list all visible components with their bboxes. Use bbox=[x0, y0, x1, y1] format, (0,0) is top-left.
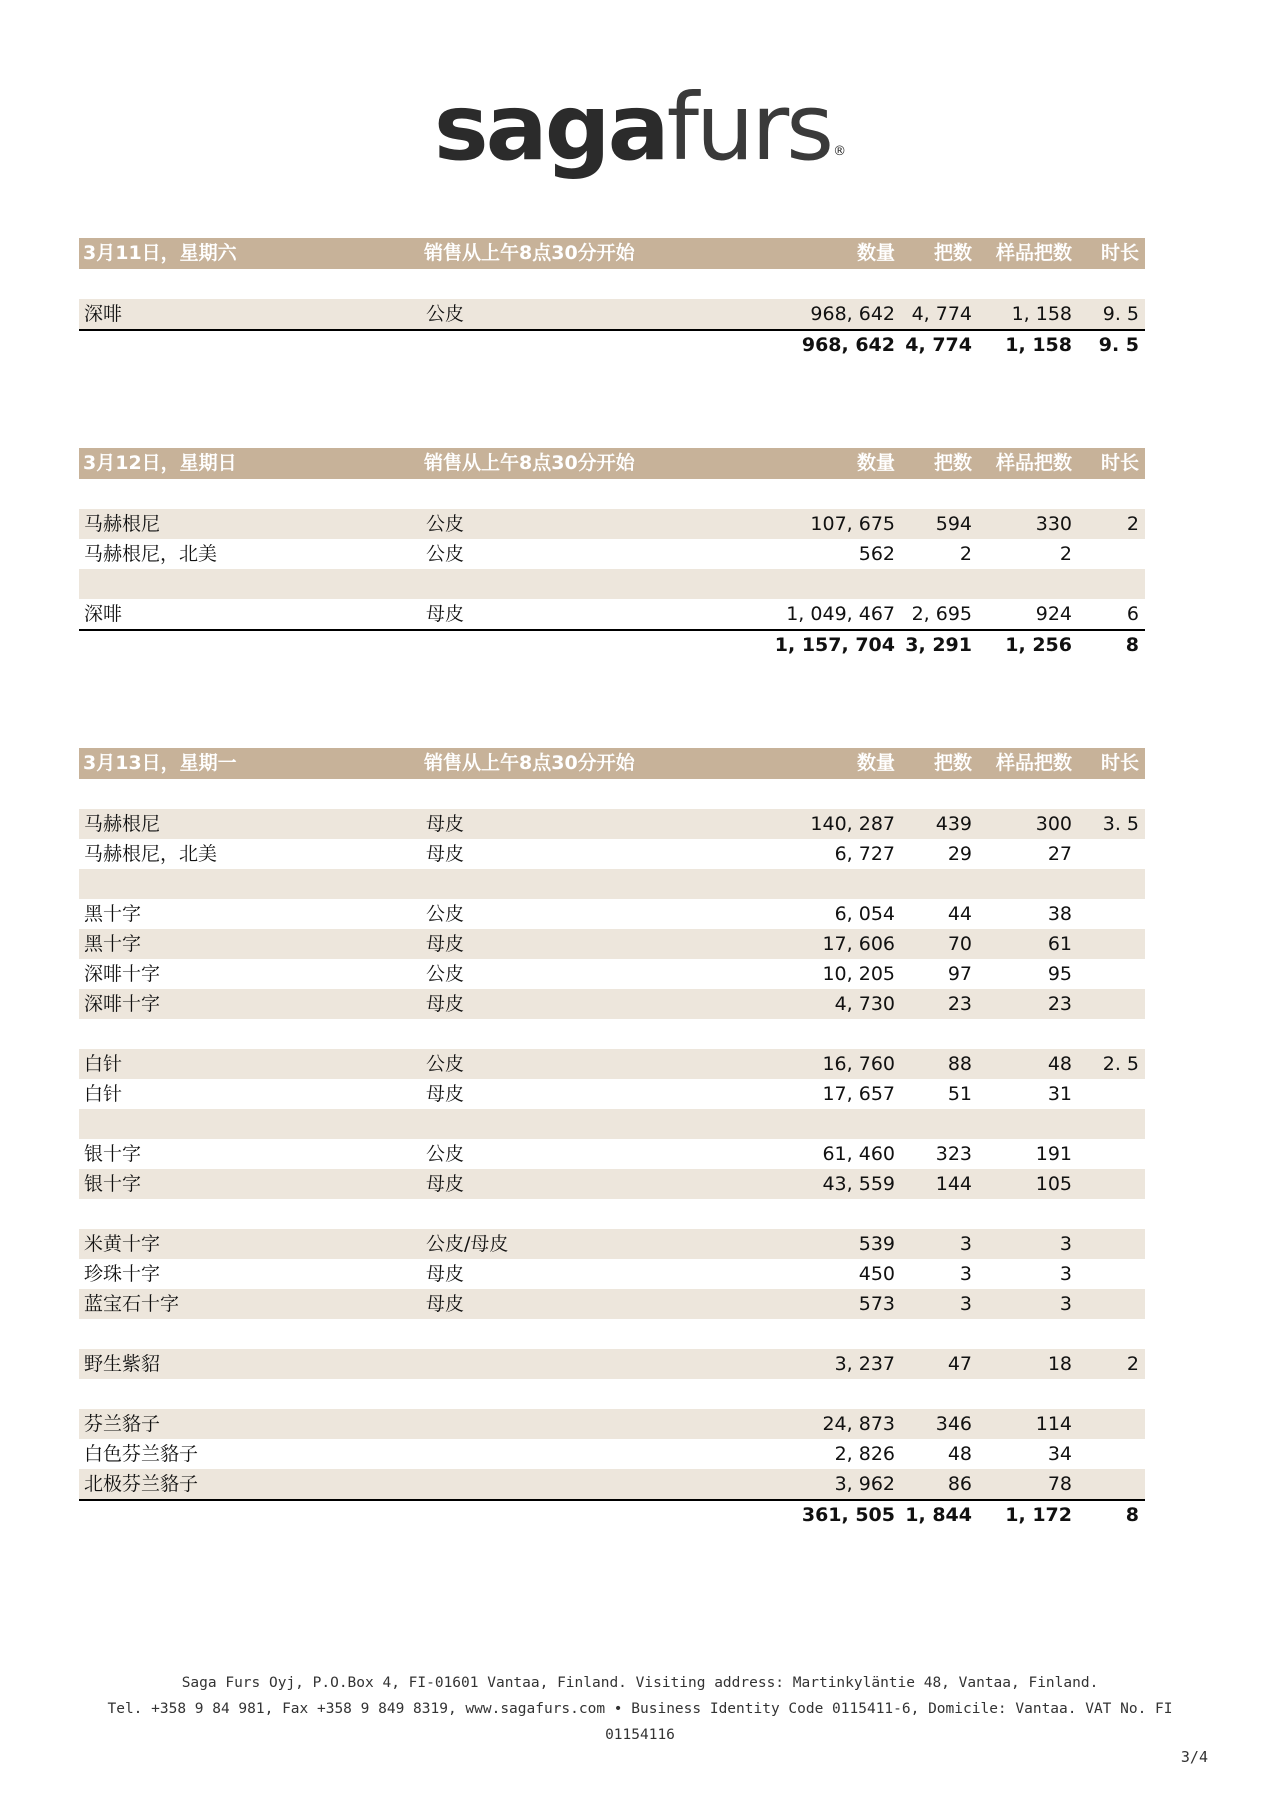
cell-qty: 17, 657 bbox=[822, 1083, 895, 1105]
cell-qty: 3, 237 bbox=[834, 1353, 895, 1375]
cell-sample-lots: 3 bbox=[1059, 1263, 1072, 1285]
total-duration: 8 bbox=[1125, 634, 1139, 656]
cell-type: 蓝宝石十字 bbox=[84, 1293, 180, 1315]
total-qty: 1, 157, 704 bbox=[774, 634, 895, 656]
cell-sample-lots: 330 bbox=[1035, 513, 1072, 535]
header-duration: 时长 bbox=[1100, 452, 1139, 474]
header-sample-lots: 样品把数 bbox=[995, 242, 1072, 264]
cell-type: 芬兰貉子 bbox=[84, 1413, 161, 1435]
cell-sex: 母皮 bbox=[426, 1173, 465, 1195]
cell-sample-lots: 78 bbox=[1047, 1473, 1072, 1495]
footer bbox=[100, 1670, 1180, 1748]
cell-lots: 29 bbox=[947, 843, 972, 865]
cell-sample-lots: 1, 158 bbox=[1011, 303, 1072, 325]
table-row bbox=[79, 1469, 1145, 1499]
cell-lots: 439 bbox=[935, 813, 972, 835]
cell-lots: 346 bbox=[935, 1413, 972, 1435]
cell-sex: 公皮 bbox=[426, 903, 465, 925]
cell-lots: 97 bbox=[947, 963, 972, 985]
cell-sample-lots: 61 bbox=[1047, 933, 1072, 955]
cell-qty: 573 bbox=[858, 1293, 895, 1315]
cell-sample-lots: 114 bbox=[1035, 1413, 1072, 1435]
table-row bbox=[79, 899, 1145, 929]
cell-lots: 47 bbox=[947, 1353, 972, 1375]
cell-duration: 3. 5 bbox=[1102, 813, 1139, 835]
cell-lots: 323 bbox=[935, 1143, 972, 1165]
footer-line-1: Saga Furs Oyj, P.O.Box 4, FI-01601 Vantaa, Finland. Visiting address: Martinkyläntie 48, Vantaa, Finland. bbox=[181, 1675, 1099, 1691]
total-lots: 1, 844 bbox=[905, 1504, 972, 1526]
cell-sex: 母皮 bbox=[426, 843, 465, 865]
table-row bbox=[79, 989, 1145, 1019]
cell-qty: 107, 675 bbox=[810, 513, 895, 535]
table-row bbox=[79, 1169, 1145, 1199]
cell-qty: 16, 760 bbox=[822, 1053, 895, 1075]
page-number: 3/4 bbox=[1180, 1748, 1208, 1766]
table-row bbox=[79, 1349, 1145, 1379]
footer-line-2: Tel. +358 9 84 981, Fax +358 9 849 8319, www.sagafurs.com • Business Identity Code 0115411-6, Domicile: Vantaa. VAT No. FI bbox=[107, 1701, 1173, 1717]
header-date: 3月11日，星期六 bbox=[83, 242, 237, 264]
cell-lots: 88 bbox=[947, 1053, 972, 1075]
header-duration: 时长 bbox=[1100, 752, 1139, 774]
cell-lots: 51 bbox=[947, 1083, 972, 1105]
cell-lots: 2 bbox=[959, 543, 972, 565]
cell-qty: 539 bbox=[858, 1233, 895, 1255]
table-row bbox=[79, 479, 1145, 509]
table-row bbox=[79, 959, 1145, 989]
sale-day-table bbox=[79, 238, 1145, 359]
cell-sample-lots: 27 bbox=[1047, 843, 1072, 865]
table-row bbox=[79, 869, 1145, 899]
cell-type: 深啡十字 bbox=[84, 963, 161, 985]
table-row bbox=[79, 1379, 1145, 1409]
cell-type: 马赫根尼 bbox=[84, 813, 161, 835]
cell-lots: 3 bbox=[959, 1293, 972, 1315]
cell-qty: 140, 287 bbox=[810, 813, 895, 835]
cell-qty: 61, 460 bbox=[822, 1143, 895, 1165]
header-qty: 数量 bbox=[856, 752, 895, 774]
cell-sample-lots: 2 bbox=[1059, 543, 1072, 565]
table-row bbox=[79, 1409, 1145, 1439]
cell-qty: 43, 559 bbox=[822, 1173, 895, 1195]
cell-duration: 2. 5 bbox=[1102, 1053, 1139, 1075]
cell-sample-lots: 95 bbox=[1047, 963, 1072, 985]
cell-sample-lots: 31 bbox=[1047, 1083, 1072, 1105]
cell-type: 深啡十字 bbox=[84, 993, 161, 1015]
table-row bbox=[79, 1199, 1145, 1229]
cell-qty: 1, 049, 467 bbox=[786, 603, 895, 625]
cell-sample-lots: 18 bbox=[1047, 1353, 1072, 1375]
cell-lots: 86 bbox=[947, 1473, 972, 1495]
cell-sample-lots: 3 bbox=[1059, 1233, 1072, 1255]
cell-type: 马赫根尼，北美 bbox=[84, 543, 218, 565]
table-row bbox=[79, 1259, 1145, 1289]
cell-lots: 144 bbox=[935, 1173, 972, 1195]
cell-type: 银十字 bbox=[84, 1143, 142, 1165]
cell-sample-lots: 191 bbox=[1035, 1143, 1072, 1165]
cell-type: 银十字 bbox=[84, 1173, 142, 1195]
cell-lots: 70 bbox=[947, 933, 972, 955]
cell-sex: 母皮 bbox=[426, 933, 465, 955]
total-qty: 361, 505 bbox=[801, 1504, 895, 1526]
cell-qty: 10, 205 bbox=[822, 963, 895, 985]
cell-type: 白针 bbox=[84, 1083, 123, 1105]
table-row bbox=[79, 539, 1145, 569]
cell-type: 深啡 bbox=[84, 303, 123, 325]
cell-type: 深啡 bbox=[84, 603, 123, 625]
table-header bbox=[79, 448, 1145, 479]
table-row bbox=[79, 1049, 1145, 1079]
cell-sex: 公皮 bbox=[426, 543, 465, 565]
table-row bbox=[79, 1229, 1145, 1259]
cell-qty: 4, 730 bbox=[834, 993, 895, 1015]
cell-qty: 24, 873 bbox=[822, 1413, 895, 1435]
table-row bbox=[79, 779, 1145, 809]
total-duration: 8 bbox=[1125, 1504, 1139, 1526]
header-qty: 数量 bbox=[856, 242, 895, 264]
cell-lots: 48 bbox=[947, 1443, 972, 1465]
sagafurs-logo: sagafurs ® bbox=[433, 74, 847, 181]
cell-sex: 母皮 bbox=[426, 1293, 465, 1315]
cell-qty: 17, 606 bbox=[822, 933, 895, 955]
cell-sex: 公皮 bbox=[426, 513, 465, 535]
cell-type: 野生紫貂 bbox=[84, 1353, 161, 1375]
table-header bbox=[79, 748, 1145, 779]
cell-sex: 母皮 bbox=[426, 603, 465, 625]
cell-lots: 2, 695 bbox=[911, 603, 972, 625]
total-lots: 3, 291 bbox=[905, 634, 972, 656]
table-row bbox=[79, 1319, 1145, 1349]
cell-lots: 594 bbox=[935, 513, 972, 535]
header-date: 3月13日，星期一 bbox=[83, 752, 237, 774]
cell-duration: 2 bbox=[1126, 1353, 1139, 1375]
total-sample-lots: 1, 256 bbox=[1005, 634, 1072, 656]
header-lots: 把数 bbox=[933, 242, 972, 264]
footer-line-3: 01154116 bbox=[605, 1727, 675, 1743]
table-row bbox=[79, 1079, 1145, 1109]
cell-qty: 3, 962 bbox=[834, 1473, 895, 1495]
cell-sample-lots: 38 bbox=[1047, 903, 1072, 925]
table-row bbox=[79, 809, 1145, 839]
total-qty: 968, 642 bbox=[801, 334, 895, 356]
total-row bbox=[79, 1499, 1145, 1529]
cell-sex: 母皮 bbox=[426, 813, 465, 835]
cell-sex: 公皮 bbox=[426, 1143, 465, 1165]
cell-duration: 6 bbox=[1126, 603, 1139, 625]
total-sample-lots: 1, 172 bbox=[1005, 1504, 1072, 1526]
header-qty: 数量 bbox=[856, 452, 895, 474]
cell-sample-lots: 48 bbox=[1047, 1053, 1072, 1075]
cell-sex: 母皮 bbox=[426, 1263, 465, 1285]
cell-type: 米黄十字 bbox=[84, 1233, 161, 1255]
cell-type: 黑十字 bbox=[84, 903, 142, 925]
header-start-time: 销售从上午8点30分开始 bbox=[424, 752, 635, 774]
cell-qty: 562 bbox=[858, 543, 895, 565]
cell-qty: 6, 727 bbox=[834, 843, 895, 865]
total-row bbox=[79, 329, 1145, 359]
table-row bbox=[79, 299, 1145, 329]
cell-sample-lots: 300 bbox=[1035, 813, 1072, 835]
header-duration: 时长 bbox=[1100, 242, 1139, 264]
table-row bbox=[79, 929, 1145, 959]
table-row bbox=[79, 269, 1145, 299]
table-row bbox=[79, 1019, 1145, 1049]
cell-lots: 3 bbox=[959, 1263, 972, 1285]
table-header bbox=[79, 238, 1145, 269]
cell-sex: 公皮 bbox=[426, 303, 465, 325]
header-date: 3月12日，星期日 bbox=[83, 452, 237, 474]
table-row bbox=[79, 569, 1145, 599]
cell-sex: 公皮 bbox=[426, 963, 465, 985]
cell-qty: 450 bbox=[858, 1263, 895, 1285]
cell-sample-lots: 23 bbox=[1047, 993, 1072, 1015]
cell-sample-lots: 924 bbox=[1035, 603, 1072, 625]
table-row bbox=[79, 839, 1145, 869]
cell-sex: 母皮 bbox=[426, 993, 465, 1015]
cell-type: 马赫根尼 bbox=[84, 513, 161, 535]
cell-lots: 4, 774 bbox=[911, 303, 972, 325]
table-row bbox=[79, 509, 1145, 539]
cell-type: 珍珠十字 bbox=[84, 1263, 161, 1285]
total-duration: 9. 5 bbox=[1098, 334, 1139, 356]
cell-sample-lots: 3 bbox=[1059, 1293, 1072, 1315]
total-sample-lots: 1, 158 bbox=[1005, 334, 1072, 356]
cell-type: 马赫根尼，北美 bbox=[84, 843, 218, 865]
cell-type: 黑十字 bbox=[84, 933, 142, 955]
total-lots: 4, 774 bbox=[905, 334, 972, 356]
header-sample-lots: 样品把数 bbox=[995, 452, 1072, 474]
table-row bbox=[79, 1139, 1145, 1169]
cell-sex: 公皮 bbox=[426, 1053, 465, 1075]
sale-day-table bbox=[79, 748, 1145, 1529]
header-start-time: 销售从上午8点30分开始 bbox=[424, 452, 635, 474]
cell-qty: 968, 642 bbox=[810, 303, 895, 325]
header-lots: 把数 bbox=[933, 752, 972, 774]
cell-lots: 44 bbox=[947, 903, 972, 925]
cell-duration: 9. 5 bbox=[1102, 303, 1139, 325]
cell-lots: 3 bbox=[959, 1233, 972, 1255]
header-sample-lots: 样品把数 bbox=[995, 752, 1072, 774]
cell-lots: 23 bbox=[947, 993, 972, 1015]
cell-qty: 2, 826 bbox=[834, 1443, 895, 1465]
cell-sex: 公皮/母皮 bbox=[426, 1233, 509, 1255]
cell-duration: 2 bbox=[1126, 513, 1139, 535]
cell-type: 北极芬兰貉子 bbox=[84, 1473, 199, 1495]
cell-sample-lots: 105 bbox=[1035, 1173, 1072, 1195]
header-start-time: 销售从上午8点30分开始 bbox=[424, 242, 635, 264]
cell-type: 白针 bbox=[84, 1053, 123, 1075]
cell-sex: 母皮 bbox=[426, 1083, 465, 1105]
cell-qty: 6, 054 bbox=[834, 903, 895, 925]
cell-type: 白色芬兰貉子 bbox=[84, 1443, 199, 1465]
table-row bbox=[79, 1439, 1145, 1469]
table-row bbox=[79, 1289, 1145, 1319]
cell-sample-lots: 34 bbox=[1047, 1443, 1072, 1465]
table-row bbox=[79, 599, 1145, 629]
header-lots: 把数 bbox=[933, 452, 972, 474]
total-row bbox=[79, 629, 1145, 659]
table-row bbox=[79, 1109, 1145, 1139]
sale-day-table bbox=[79, 448, 1145, 659]
